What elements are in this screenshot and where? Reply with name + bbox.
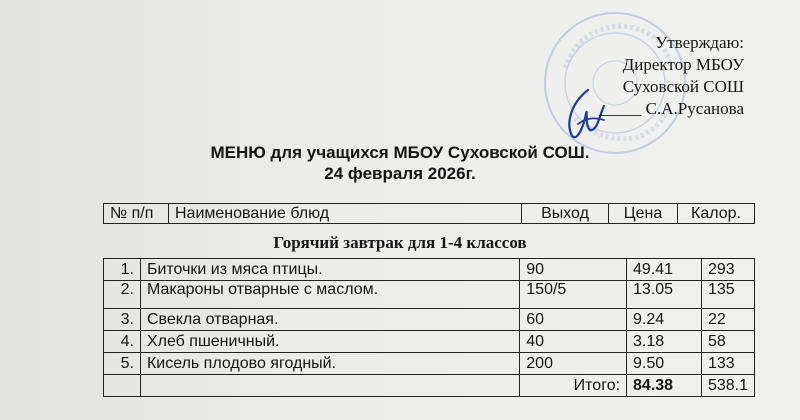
menu-table-header [103, 203, 755, 224]
dish-kcal: 135 [701, 281, 754, 309]
dish-price: 9.50 [627, 353, 702, 375]
dish-output: 60 [520, 309, 627, 331]
dish-price: 9.24 [627, 309, 702, 331]
table-row [104, 281, 755, 309]
menu-table [103, 258, 755, 397]
table-row [104, 353, 755, 375]
dish-name: Кисель плодово ягодный. [140, 353, 519, 375]
dish-price: 49.41 [627, 259, 702, 281]
menu-title: МЕНЮ для учащихся МБОУ Суховской СОШ. [210, 143, 590, 162]
dish-price: 3.18 [627, 331, 702, 353]
approval-signatory: _____ С.А.Русанова [598, 99, 744, 118]
total-empty-cell [140, 375, 519, 397]
total-row [104, 375, 755, 397]
column-header-output: Выход [522, 204, 609, 224]
dish-name: Хлеб пшеничный. [140, 331, 519, 353]
row-number: 5. [104, 353, 141, 375]
total-kcal: 538.1 [701, 375, 754, 397]
approval-block [599, 32, 744, 120]
column-header-price: Цена [609, 204, 678, 224]
row-number: 2. [104, 281, 141, 309]
menu-date: 24 февраля 2026г. [324, 164, 476, 183]
approval-position: Директор МБОУ [622, 55, 744, 74]
dish-output: 150/5 [520, 281, 627, 309]
table-row [104, 309, 755, 331]
dish-kcal: 22 [701, 309, 754, 331]
dish-name: Макароны отварные с маслом. [140, 281, 519, 309]
dish-output: 40 [520, 331, 627, 353]
table-row [104, 331, 755, 353]
dish-price: 13.05 [627, 281, 702, 309]
header-row [104, 204, 755, 224]
total-label: Итого: [520, 375, 627, 397]
dish-name: Свекла отварная. [140, 309, 519, 331]
dish-kcal: 58 [701, 331, 754, 353]
dish-kcal: 133 [701, 353, 754, 375]
dish-kcal: 293 [701, 259, 754, 281]
total-empty-cell [104, 375, 141, 397]
dish-output: 90 [520, 259, 627, 281]
column-header-kcal: Калор. [678, 204, 755, 224]
table-row [104, 259, 755, 281]
approval-line: Утверждаю: [655, 33, 744, 52]
row-number: 3. [104, 309, 141, 331]
dish-output: 200 [520, 353, 627, 375]
column-header-number: № п/п [104, 204, 169, 224]
dish-name: Биточки из мяса птицы. [140, 259, 519, 281]
column-header-name: Наименование блюд [169, 204, 522, 224]
section-title: Горячий завтрак для 1-4 классов [273, 233, 527, 252]
row-number: 4. [104, 331, 141, 353]
approval-organization: Суховской СОШ [622, 77, 744, 96]
total-price: 84.38 [627, 375, 702, 397]
row-number: 1. [104, 259, 141, 281]
